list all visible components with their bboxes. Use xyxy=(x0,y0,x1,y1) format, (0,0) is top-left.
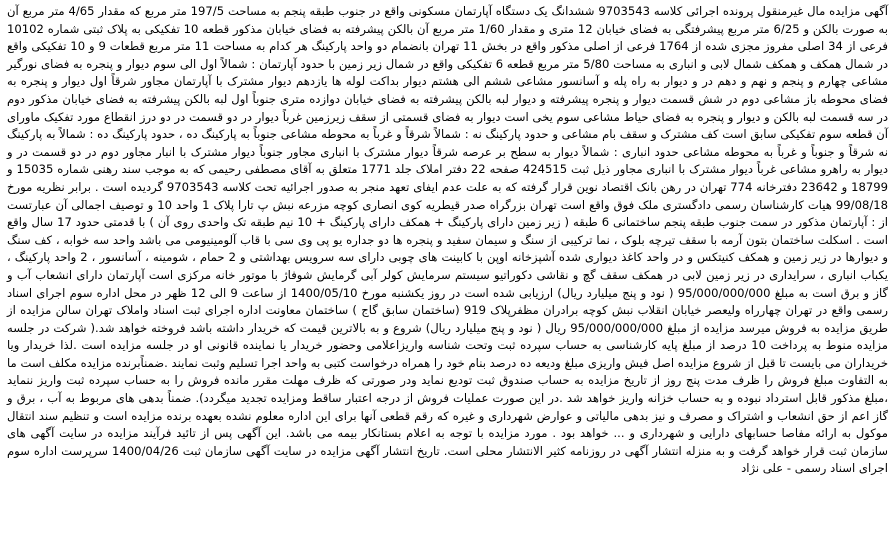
notice-body: آگهی مزایده مال غیرمنقول پرونده اجرائی کلاسه 9703543 ششدانگ یک دستگاه آپارتمان مسکونی واقع در جنوب طبقه پنجم به مساحت 197/5 متر مربع که مقدار 4/65 متر مربع آن به صورت بالکن و 6/25 متر مربع پیشرفتگی به فضای خیابان 12 متری و مقدار 1/60 متر مربع آن بالکن پیشرفته به فضای خیابان مذکور قطعه 10 تفکیکی به پلاک ثبتی شماره 10102 فرعی از 34 اصلی مفروز مجزی شده از 1764 فرعی از اصلی مذکور واقع در بخش 11 تهران بانضمام دو واحد پارکینگ هر کدام به مساحت 11 متر مربع قطعات 9 و 10 تفکیکی واقع در شمال همکف و همکف شمال لابی و انباری به مساحت 5/80 متر مربع قطعه 6 تفکیکی واقع در شمال زیر زمین با حدود آپارتمان : شمالاً اول الی سوم دیوار و پنجره به فضای نورگیر مشاعی چهارم و پنجم و نهم و دهم در و دیوار به راه پله و آسانسور مشاعی ششم الی هشتم دیوار بداکت لوله ها یازدهم دیوار مشترک با آپارتمان مجاور شرقاً اول دیوار و پنجره به فضای محوطه باز مشاعی دوم در شش قسمت دیوار و پنجره پیشرفته و دیوار لبه بالکن پیشرفته به فضای خیابان دوازده متری جنوباً اول لبه بالکن پیشرفته به فضای خیابان مذکور دوم در سه قسمت لبه بالکن و دیوار و پنجره به فضای حیاط مشاعی سوم یخی است دیوار به فضای قسمتی از سقف زیرزمین غرباً دیوار در دو قسمت در دو درز انقطاع مورد تفکیک ماورای آن قطعه سوم تفکیکی سابق است کف مشترک و سقف بام مشاعی و حدود پارکینگ نه : شمالاً شرقاً و غرباً به محوطه مشاعی جنوباً به پارکینگ ده ، حدود پارکینگ ده : شمالاً به پارکینگ نه شرقاً و جنوباً و غرباً به محوطه مشاعی حدود انباری : شمالاً دیوار به سطح بر عرصه شرقاً دیوار مشترک با انباری مجاور جنوباً دیوار مشترک با انبار مجاور دوم در دو قسمت در و دیوار به راهرو مشاعی غرباً دیوار مشترک با انباری مجاور ذیل ثبت 424515 صفحه 22 دفتر املاک جلد 1771 متعلق به آقای مصطفی رحیمی که به موجب سند رهنی شماره 15035 و 18799 و 23642 دفترخانه 774 تهران در رهن بانک اقتصاد نوین قرار گرفته که به علت عدم ایفای تعهد منجر به صدور اجرائیه تحت کلاسه 9703543 گردیده است . برابر نظریه مورخ 99/08/18 هیات کارشناسان رسمی دادگستری ملک فوق واقع است تهران بزرگراه صدر قیطریه کوی انصاری کوچه مزرعه نبش پ تارا پلاک 1 واحد 10 و توصیف اجمالی آن عبارتست از : آپارتمان مذکور در سمت جنوب طبقه پنجم ساختمانی 6 طبقه ( زیر زمین دارای پارکینگ + همکف دارای پارکینگ + 10 نیم طبقه تک واحدی روی آن ) با قدمتی حدود 17 سال واقع است . اسکلت ساختمان بتون آرمه با سقف تیرچه بلوک ، نما ترکیبی از سنگ و سیمان سفید و پنجره ها دو جداره یو پی وی سی با قاب آلومینیومی می باشد واحد سه خوابه ، کف سنگ و دیوارها در زیر زمین و همکف کنیتکس و در واحد کاغذ دیواری شده آشپزخانه اوپن با کابینت های چوبی دارای سه سرویس بهداشتی و 2 حمام ، شومینه ، آسانسور ، 2 واحد پارکینگ ، یکباب انباری ، سرایداری در زیر زمین لابی در همکف سقف گچ و نقاشی دکوراتیو سیستم سرمایش کولر آبی گرمایش شوفاژ با موتور خانه مرکزی است آپارتمان دارای انشعاب آب و گاز و برق است به مبلغ 95/000/000/000 ( نود و پنج میلیارد ریال) ارزیابی شده است در روز یکشنبه مورخ 1400/05/10 از ساعت 9 الی 12 ظهر در محل اداره سوم اجرای اسناد رسمی واقع در تهران چهارراه ولیعصر خیابان انقلاب نبش کوچه برادران مظفرپلاک 919 (ساختمان سابق گاج ) ساختمان معاونت اداره اجرای ثبت اسناد واملاک تهران سالن مزایده از طریق مزایده به فروش میرسد مزایده از مبلغ 95/000/000/000 ریال ( نود و پنج میلیارد ریال) شروع و به بالاترین قیمت که خریدار داشته باشد فروخته خواهد شد.( شرکت در جلسه مزایده منوط به پرداخت 10 درصد از مبلغ پایه کارشناسی به حساب سپرده ثبت وتحت شناسه واریزاعلامی وحضور خریدار یا نماینده قانونی او در جلسه مزایده است .لذا خریدار ویا خریداران می بایست تا قبل از شروع مزایده اصل فیش واریزی مبلغ ودیعه ده درصد بنام خود را همراه درخواست کتبی به واحد اجرا تسلیم وثبت نمایند .ضمناًبرنده مزایده مکلف است ما به التفاوت مبلغ فروش را ظرف مدت پنج روز از تاریخ مزایده به حساب صندوق ثبت تودیع نماید ودر صورتی که ظرف مهلت مقرر مانده فروش را به حساب سپرده ثبت واریز ننماید ،مبلغ مذکور قابل استرداد نبوده و به حساب خزانه واریز خواهد شد .در این صورت عملیات فروش از درجه اعتبار ساقط ومزایده تجدید میگردد). ضمناً بدهی های مربوط به آب ، برق و گاز اعم از حق انشعاب و اشتراک و مصرف و نیز بدهی مالیاتی و عوارض شهرداری و غیره که رقم قطعی آنها برای این اداره معلوم نشده بعهده برنده مزایده است و تنظیم سند انتقال موکول به ارائه مفاصا حسابهای دارایی و شهرداری و ... خواهد بود . مورد مزایده با توجه به اعلام بستانکار بیمه می باشد. این آگهی پس از تائید فرآیند مزایده در سایت آگهی های سازمان ثبت قرار خواهد گرفت و به منزله انتشار آگهی در روزنامه کثیر الانتشار محلی است. تاریخ انتشار آگهی مزایده در سایت آگهی سازمان ثبت 1400/04/26 سرپرست اداره سوم اجرای اسناد رسمی - علی نژاد xyxy=(7,4,889,476)
